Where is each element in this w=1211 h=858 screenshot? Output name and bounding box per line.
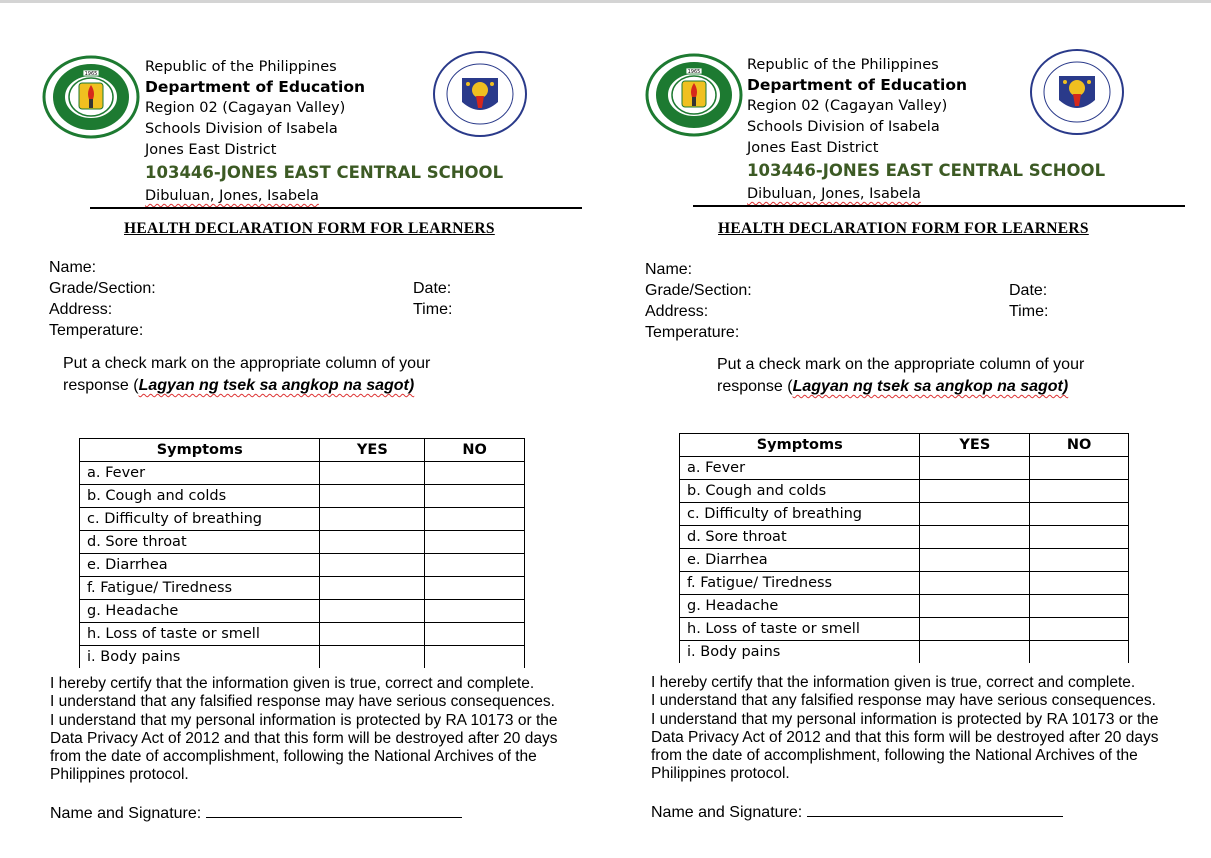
no-cell[interactable] xyxy=(1030,595,1129,618)
yes-cell[interactable] xyxy=(320,577,425,600)
grade-section-label: Grade/Section: xyxy=(49,280,156,297)
instruction-en: Put a check mark on the appropriate column of your response ( xyxy=(717,356,1085,395)
signature-label: Name and Signature: xyxy=(50,805,202,822)
symptoms-table xyxy=(679,433,1129,663)
temperature-label: Temperature: xyxy=(49,322,144,339)
symptom-breathing: c. Difficulty of breathing xyxy=(80,508,320,531)
header-department: Department of Education xyxy=(145,78,366,96)
yes-cell[interactable] xyxy=(920,595,1030,618)
yes-cell[interactable] xyxy=(320,485,425,508)
no-cell[interactable] xyxy=(1030,549,1129,572)
header-address xyxy=(145,187,319,205)
instruction-fil: Lagyan ng tsek sa angkop na sagot) xyxy=(792,378,1069,395)
instruction-text xyxy=(63,353,443,397)
yes-cell[interactable] xyxy=(920,549,1030,572)
kagawaran-seal-icon xyxy=(432,50,528,138)
symptom-sore-throat: d. Sore throat xyxy=(80,531,320,554)
yes-cell[interactable] xyxy=(920,526,1030,549)
header-district: Jones East District xyxy=(145,142,277,158)
deped-seal-year: 1965 xyxy=(84,71,98,77)
yes-cell[interactable] xyxy=(320,508,425,531)
symptom-fever: a. Fever xyxy=(80,462,320,485)
header-department: Department of Education xyxy=(747,76,968,94)
no-cell[interactable] xyxy=(1030,480,1129,503)
no-cell[interactable] xyxy=(1030,457,1129,480)
date-label: Date: xyxy=(1009,282,1048,299)
no-cell[interactable] xyxy=(1030,526,1129,549)
health-form-left xyxy=(0,0,605,858)
yes-cell[interactable] xyxy=(920,618,1030,641)
header-divider xyxy=(90,207,582,209)
cert-line-3: I understand that my personal information is protected by RA 10173 or the Data Privacy Act of 2012 and that this form will be destroyed after 20 days from the date of accomplishment, following the National Archives of the Philippines protocol. xyxy=(50,711,558,784)
no-cell[interactable] xyxy=(1030,503,1129,526)
signature-label: Name and Signature: xyxy=(651,804,803,821)
cert-line-1: I hereby certify that the information given is true, correct and complete. xyxy=(50,675,535,692)
signature-line[interactable] xyxy=(206,802,462,818)
signature-row xyxy=(651,801,1063,823)
header-region: Region 02 (Cagayan Valley) xyxy=(747,98,948,114)
header-school: 103446-JONES EAST CENTRAL SCHOOL xyxy=(747,161,1106,180)
table-row xyxy=(680,595,1129,618)
cert-line-3: I understand that my personal information is protected by RA 10173 or the Data Privacy Act of 2012 and that this form will be destroyed after 20 days from the date of accomplishment, following the National Archives of the Philippines protocol. xyxy=(651,710,1159,783)
symptom-body-pains: i. Body pains xyxy=(680,641,920,664)
symptom-taste-smell: h. Loss of taste or smell xyxy=(680,618,920,641)
symptoms-header: Symptoms xyxy=(680,434,920,457)
deped-seal-icon xyxy=(42,55,140,139)
symptoms-header: Symptoms xyxy=(80,439,320,462)
signature-line[interactable] xyxy=(807,801,1063,817)
instruction-text xyxy=(717,354,1097,398)
table-row xyxy=(680,503,1129,526)
table-header-row xyxy=(80,439,525,462)
table-row xyxy=(680,618,1129,641)
symptom-cough: b. Cough and colds xyxy=(80,485,320,508)
table-row xyxy=(80,462,525,485)
symptom-body-pains: i. Body pains xyxy=(80,646,320,669)
instruction-en: Put a check mark on the appropriate column of your response ( xyxy=(63,355,431,394)
no-header: NO xyxy=(425,439,525,462)
form-title: HEALTH DECLARATION FORM FOR LEARNERS xyxy=(718,220,1089,237)
header-divider xyxy=(693,205,1185,207)
header-school: 103446-JONES EAST CENTRAL SCHOOL xyxy=(145,163,504,182)
yes-cell[interactable] xyxy=(320,600,425,623)
header-address-text: Dibuluan, Jones, Isabela xyxy=(747,186,921,202)
date-label: Date: xyxy=(413,280,452,297)
symptom-taste-smell: h. Loss of taste or smell xyxy=(80,623,320,646)
header-republic: Republic of the Philippines xyxy=(747,57,939,73)
cert-line-1: I hereby certify that the information given is true, correct and complete. xyxy=(651,674,1136,691)
no-cell[interactable] xyxy=(425,623,525,646)
header-district: Jones East District xyxy=(747,140,879,156)
symptom-sore-throat: d. Sore throat xyxy=(680,526,920,549)
no-cell[interactable] xyxy=(1030,618,1129,641)
yes-cell[interactable] xyxy=(920,641,1030,664)
symptom-cough: b. Cough and colds xyxy=(680,480,920,503)
header-republic: Republic of the Philippines xyxy=(145,59,337,75)
symptoms-table xyxy=(79,438,525,668)
symptom-fatigue: f. Fatigue/ Tiredness xyxy=(680,572,920,595)
symptom-breathing: c. Difficulty of breathing xyxy=(680,503,920,526)
table-row xyxy=(680,572,1129,595)
form-title: HEALTH DECLARATION FORM FOR LEARNERS xyxy=(124,220,495,237)
no-header: NO xyxy=(1030,434,1129,457)
header-division: Schools Division of Isabela xyxy=(145,121,338,137)
table-row xyxy=(80,508,525,531)
header-division: Schools Division of Isabela xyxy=(747,119,940,135)
symptom-diarrhea: e. Diarrhea xyxy=(80,554,320,577)
deped-seal-icon xyxy=(645,53,743,137)
table-row xyxy=(80,623,525,646)
table-row xyxy=(80,577,525,600)
no-cell[interactable] xyxy=(1030,641,1129,664)
no-cell[interactable] xyxy=(425,577,525,600)
certification-block xyxy=(651,674,1186,784)
time-label: Time: xyxy=(413,301,453,318)
address-label: Address: xyxy=(645,303,709,320)
table-row xyxy=(680,457,1129,480)
deped-seal-year: 1965 xyxy=(687,69,701,75)
temperature-label: Temperature: xyxy=(645,324,740,341)
table-row xyxy=(80,554,525,577)
address-label: Address: xyxy=(49,301,113,318)
no-cell[interactable] xyxy=(1030,572,1129,595)
no-cell[interactable] xyxy=(425,646,525,669)
table-row xyxy=(680,480,1129,503)
yes-cell[interactable] xyxy=(920,503,1030,526)
yes-cell[interactable] xyxy=(920,457,1030,480)
name-label: Name: xyxy=(645,261,693,278)
symptom-diarrhea: e. Diarrhea xyxy=(680,549,920,572)
table-row xyxy=(680,526,1129,549)
cert-line-2: I understand that any falsified response may have serious consequences. xyxy=(651,692,1156,710)
certification-block xyxy=(50,675,580,785)
table-row xyxy=(80,600,525,623)
yes-header: YES xyxy=(920,434,1030,457)
header-address-text: Dibuluan, Jones, Isabela xyxy=(145,188,319,204)
kagawaran-seal-icon xyxy=(1029,48,1125,136)
table-row xyxy=(80,485,525,508)
table-row xyxy=(80,531,525,554)
table-row xyxy=(80,646,525,669)
yes-cell[interactable] xyxy=(320,462,425,485)
header-region: Region 02 (Cagayan Valley) xyxy=(145,100,346,116)
cert-line-2: I understand that any falsified response may have serious consequences. xyxy=(50,693,555,711)
table-row xyxy=(680,549,1129,572)
yes-cell[interactable] xyxy=(920,572,1030,595)
table-row xyxy=(680,641,1129,664)
signature-row xyxy=(50,802,462,824)
yes-header: YES xyxy=(320,439,425,462)
yes-cell[interactable] xyxy=(320,646,425,669)
yes-cell[interactable] xyxy=(920,480,1030,503)
no-cell[interactable] xyxy=(425,508,525,531)
grade-section-label: Grade/Section: xyxy=(645,282,752,299)
no-cell[interactable] xyxy=(425,531,525,554)
header-address xyxy=(747,185,921,203)
no-cell[interactable] xyxy=(425,462,525,485)
no-cell[interactable] xyxy=(425,600,525,623)
yes-cell[interactable] xyxy=(320,554,425,577)
symptom-headache: g. Headache xyxy=(680,595,920,618)
symptom-fatigue: f. Fatigue/ Tiredness xyxy=(80,577,320,600)
symptom-headache: g. Headache xyxy=(80,600,320,623)
time-label: Time: xyxy=(1009,303,1049,320)
yes-cell[interactable] xyxy=(320,623,425,646)
name-label: Name: xyxy=(49,259,97,276)
symptom-fever: a. Fever xyxy=(680,457,920,480)
instruction-fil: Lagyan ng tsek sa angkop na sagot) xyxy=(138,377,415,394)
yes-cell[interactable] xyxy=(320,531,425,554)
table-header-row xyxy=(680,434,1129,457)
health-form-right xyxy=(603,0,1208,858)
no-cell[interactable] xyxy=(425,485,525,508)
no-cell[interactable] xyxy=(425,554,525,577)
